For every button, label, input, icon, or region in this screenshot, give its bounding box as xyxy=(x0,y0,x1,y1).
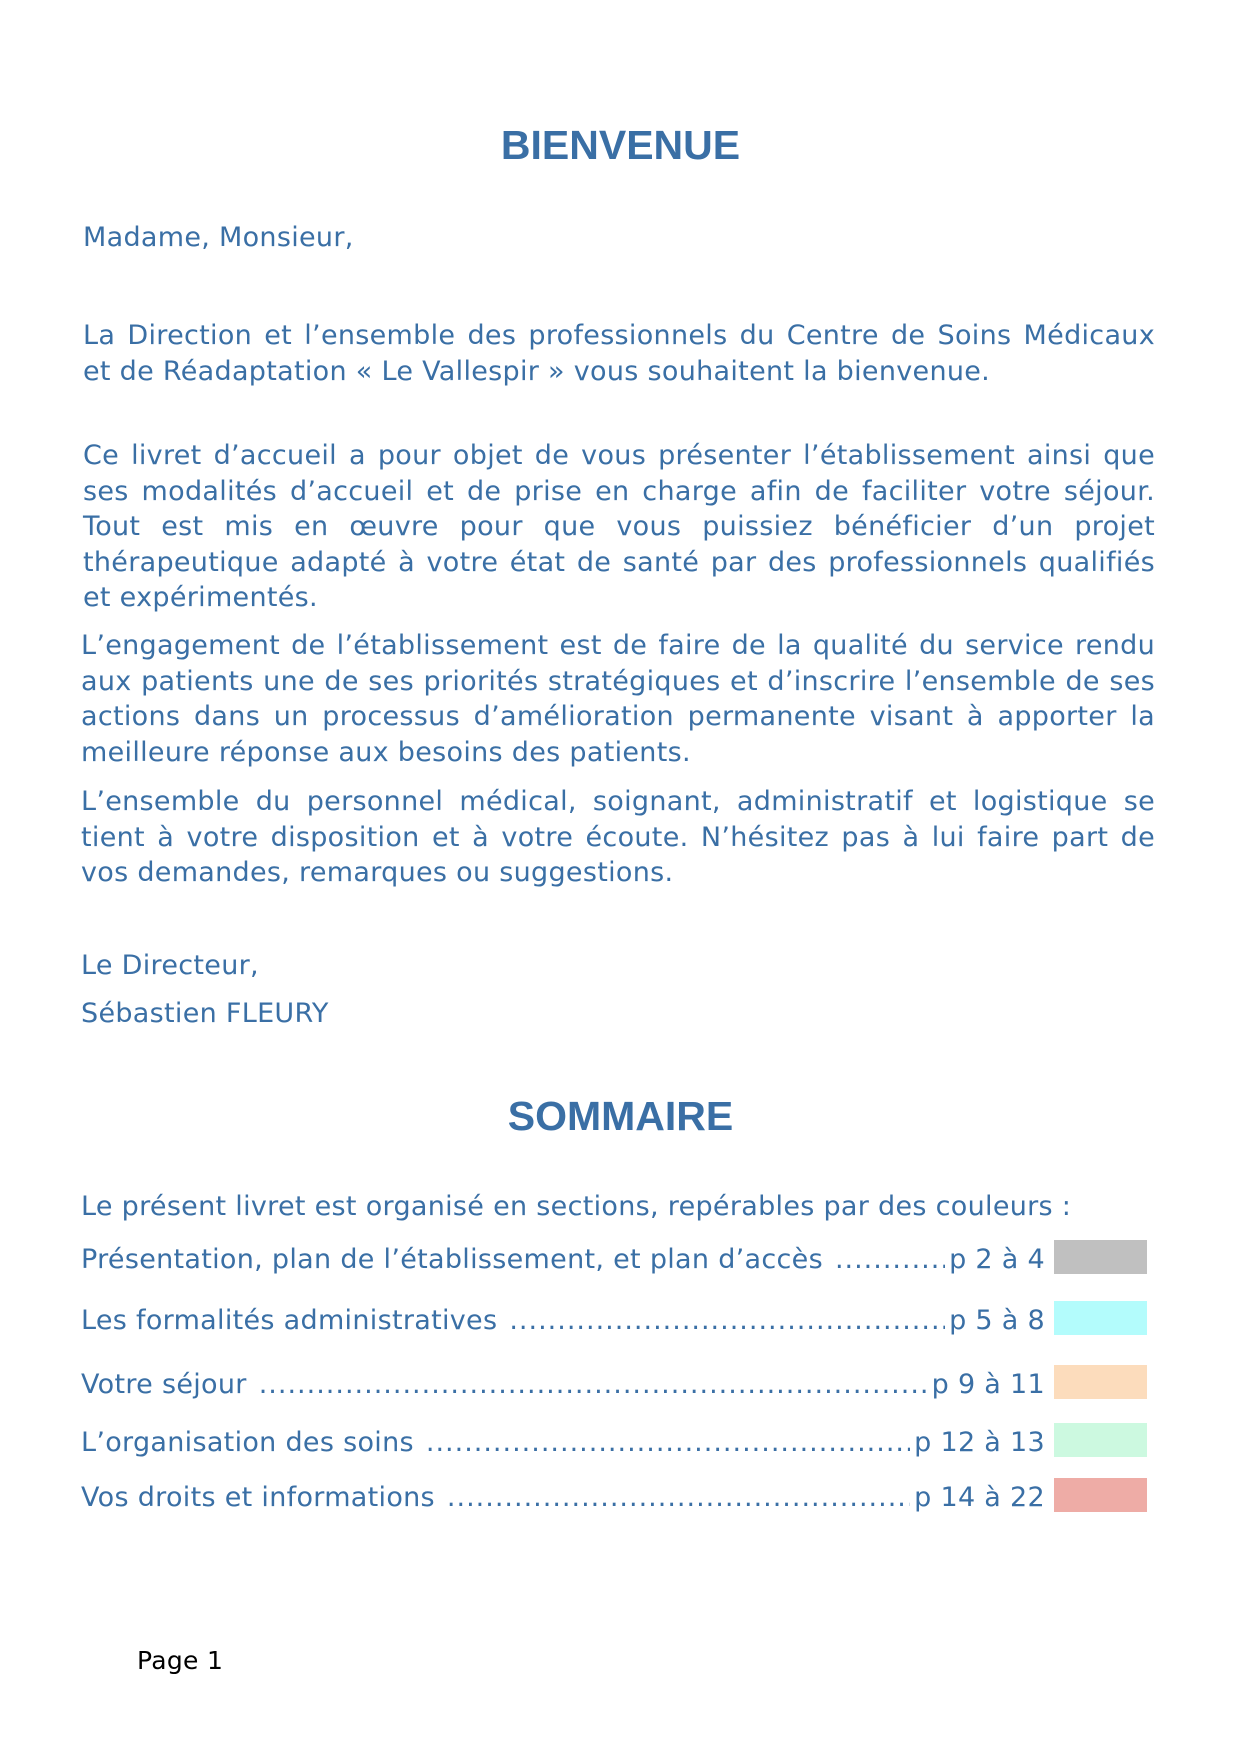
toc-item-pages: p 2 à 4 xyxy=(949,1244,1045,1275)
toc-item-label: Les formalités administratives xyxy=(81,1305,498,1336)
section-color-swatch xyxy=(1054,1423,1147,1457)
summary-intro: Le présent livret est organisé en sections, repérables par des couleurs : xyxy=(81,1191,1072,1222)
toc-item-stay[interactable] xyxy=(81,1365,1155,1405)
paragraph-quality-commitment: L’engagement de l’établissement est de faire de la qualité du service rendu aux patients une de ses priorités stratégiques et d’inscrire l’ensemble de ses actions dans un processus d’amélioration permanente visant à apporter la meilleure réponse aux besoins des patients. xyxy=(81,630,1155,768)
signature-name: Sébastien FLEURY xyxy=(81,998,329,1029)
toc-item-pages: p 14 à 22 xyxy=(914,1482,1045,1513)
section-color-swatch xyxy=(1054,1240,1147,1274)
toc-item-pages: p 5 à 8 xyxy=(949,1305,1045,1336)
summary-title: SOMMAIRE xyxy=(507,1093,734,1139)
toc-leader-dots xyxy=(509,1301,945,1341)
toc-item-presentation[interactable] xyxy=(81,1240,1155,1280)
toc-item-administrative[interactable] xyxy=(81,1301,1155,1341)
toc-leader-dots xyxy=(259,1365,928,1405)
section-color-swatch xyxy=(1054,1478,1147,1512)
greeting: Madame, Monsieur, xyxy=(83,222,354,253)
paragraph-booklet-purpose: Ce livret d’accueil a pour objet de vous présenter l’établissement ainsi que ses modalités d’accueil et de prise en charge afin de faciliter votre séjour. Tout est mis en œuvre pour que vous puissiez bénéficier d’un projet thérapeutique adapté à votre état de santé par des professionnels qualifiés et expérimentés. xyxy=(83,440,1155,613)
toc-leader-dots xyxy=(447,1478,910,1518)
page-number: Page 1 xyxy=(137,1646,224,1675)
welcome-title: BIENVENUE xyxy=(500,122,741,168)
toc-leader-dots xyxy=(426,1423,910,1463)
toc-item-label: Vos droits et informations xyxy=(81,1482,435,1513)
toc-item-pages: p 9 à 11 xyxy=(931,1369,1045,1400)
toc-leader-dots xyxy=(835,1240,945,1280)
toc-item-label: Présentation, plan de l’établissement, et plan d’accès xyxy=(81,1244,823,1275)
toc-item-pages: p 12 à 13 xyxy=(914,1427,1045,1458)
paragraph-welcome: La Direction et l’ensemble des professionnels du Centre de Soins Médicaux et de Réadaptation « Le Vallespir » vous souhaitent la bienvenue. xyxy=(83,320,1155,387)
toc-item-care[interactable] xyxy=(81,1423,1155,1463)
paragraph-staff-availability: L’ensemble du personnel médical, soignant, administratif et logistique se tient à votre disposition et à votre écoute. N’hésitez pas à lui faire part de vos demandes, remarques ou suggestions. xyxy=(81,786,1155,888)
toc-item-label: Votre séjour xyxy=(81,1369,247,1400)
toc-item-label: L’organisation des soins xyxy=(81,1427,414,1458)
section-color-swatch xyxy=(1054,1301,1147,1335)
signature-title: Le Directeur, xyxy=(81,950,259,981)
toc-item-rights[interactable] xyxy=(81,1478,1155,1518)
section-color-swatch xyxy=(1054,1365,1147,1399)
